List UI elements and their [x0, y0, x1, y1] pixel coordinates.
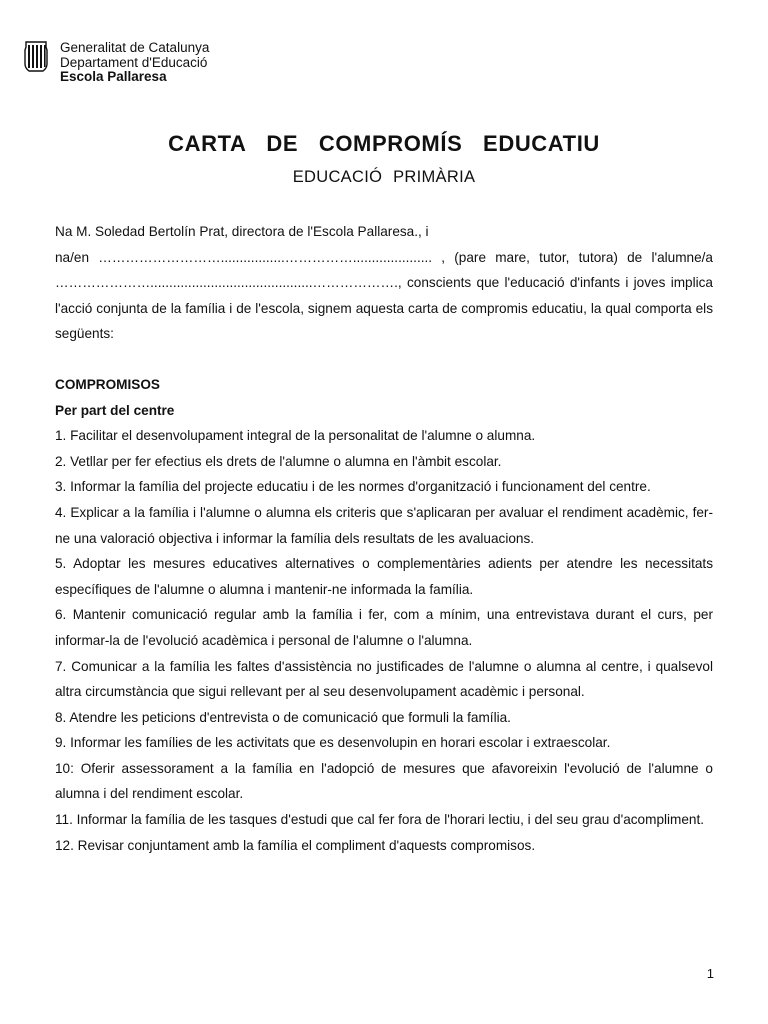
org-name: Generalitat de Catalunya: [60, 40, 210, 55]
commitment-item: 9. Informar les famílies de les activitats que es desenvolupin en horari escolar i extraescolar.: [55, 735, 611, 751]
page-number: 1: [706, 966, 714, 981]
department-name: Departament d'Educació: [60, 54, 208, 70]
intro-line-2: na/en ……………………….................……………..................... , (pare mare, tutor, tutora) de l'alumne/a: [55, 249, 713, 265]
commitment-item: 2. Vetllar per fer efectius els drets de l'alumne o alumna en l'àmbit escolar.: [55, 453, 502, 469]
commitment-item: 5. Adoptar les mesures educatives alternatives o complementàries adients per atendre les necessitats específiques de l'alumne o alumna i mantenir-ne informada la família.: [55, 556, 713, 597]
document-title: CARTA DE COMPROMÍS EDUCATIU: [168, 131, 600, 156]
commitment-item: 7. Comunicar a la família les faltes d'assistència no justificades de l'alumne o alumna al centre, i qualsevol altra circumstància que sigui rellevant per al seu desenvolupament acadèmic i personal.: [55, 658, 713, 700]
generalitat-logo: [24, 41, 48, 73]
section-subheading: Per part del centre: [55, 402, 175, 418]
commitment-item: 1. Facilitar el desenvolupament integral de la personalitat de l'alumne o alumna.: [55, 428, 536, 444]
commitment-item: 6. Mantenir comunicació regular amb la família i fer, com a mínim, una entrevistava durant el curs, per informar-la de l'evolució acadèmica i personal de l'alumne o l'alumna.: [55, 607, 713, 648]
spacer: [55, 347, 713, 372]
commitment-item: 8. Atendre les peticions d'entrevista o de comunicació que formuli la família.: [55, 709, 511, 725]
commitment-item: 4. Explicar a la família i l'alumne o alumna els criteris que s'aplicaran per avaluar el rendiment acadèmic, fer-ne una valoració objectiva i informar la família dels resultats de les avaluacions.: [55, 504, 713, 546]
section-heading: COMPROMISOS: [55, 376, 160, 392]
commitment-item: 11. Informar la família de les tasques d'estudi que cal fer fora de l'horari lectiu, i del seu grau d'acompliment.: [55, 812, 705, 828]
commitment-item: 12. Revisar conjuntament amb la família el compliment d'aquests compromisos.: [55, 837, 536, 853]
letterhead: [24, 41, 209, 85]
document-body: [55, 219, 713, 858]
school-name: Escola Pallaresa: [60, 69, 167, 84]
commitment-item: 10: Oferir assessorament a la família en l'adopció de mesures que afavoreixin l'evolució de l'alumne o alumna i del rendiment escolar.: [55, 760, 713, 802]
document-subtitle: EDUCACIÓ PRIMÀRIA: [292, 168, 476, 186]
organization-block: [60, 41, 209, 85]
intro-line-1: Na M. Soledad Bertolín Prat, directora de l'Escola Pallaresa., i: [55, 224, 429, 239]
intro-line-3: …………………...........................................………………., conscients que l'educació d'infants i joves implica l'acció conjunta de la família i de l'escola, signem aquesta carta de compromis educatiu, la qual comporta els següents:: [55, 275, 713, 342]
commitment-item: 3. Informar la família del projecte educatiu i de les normes d'organització i funcionament del centre.: [55, 479, 651, 495]
